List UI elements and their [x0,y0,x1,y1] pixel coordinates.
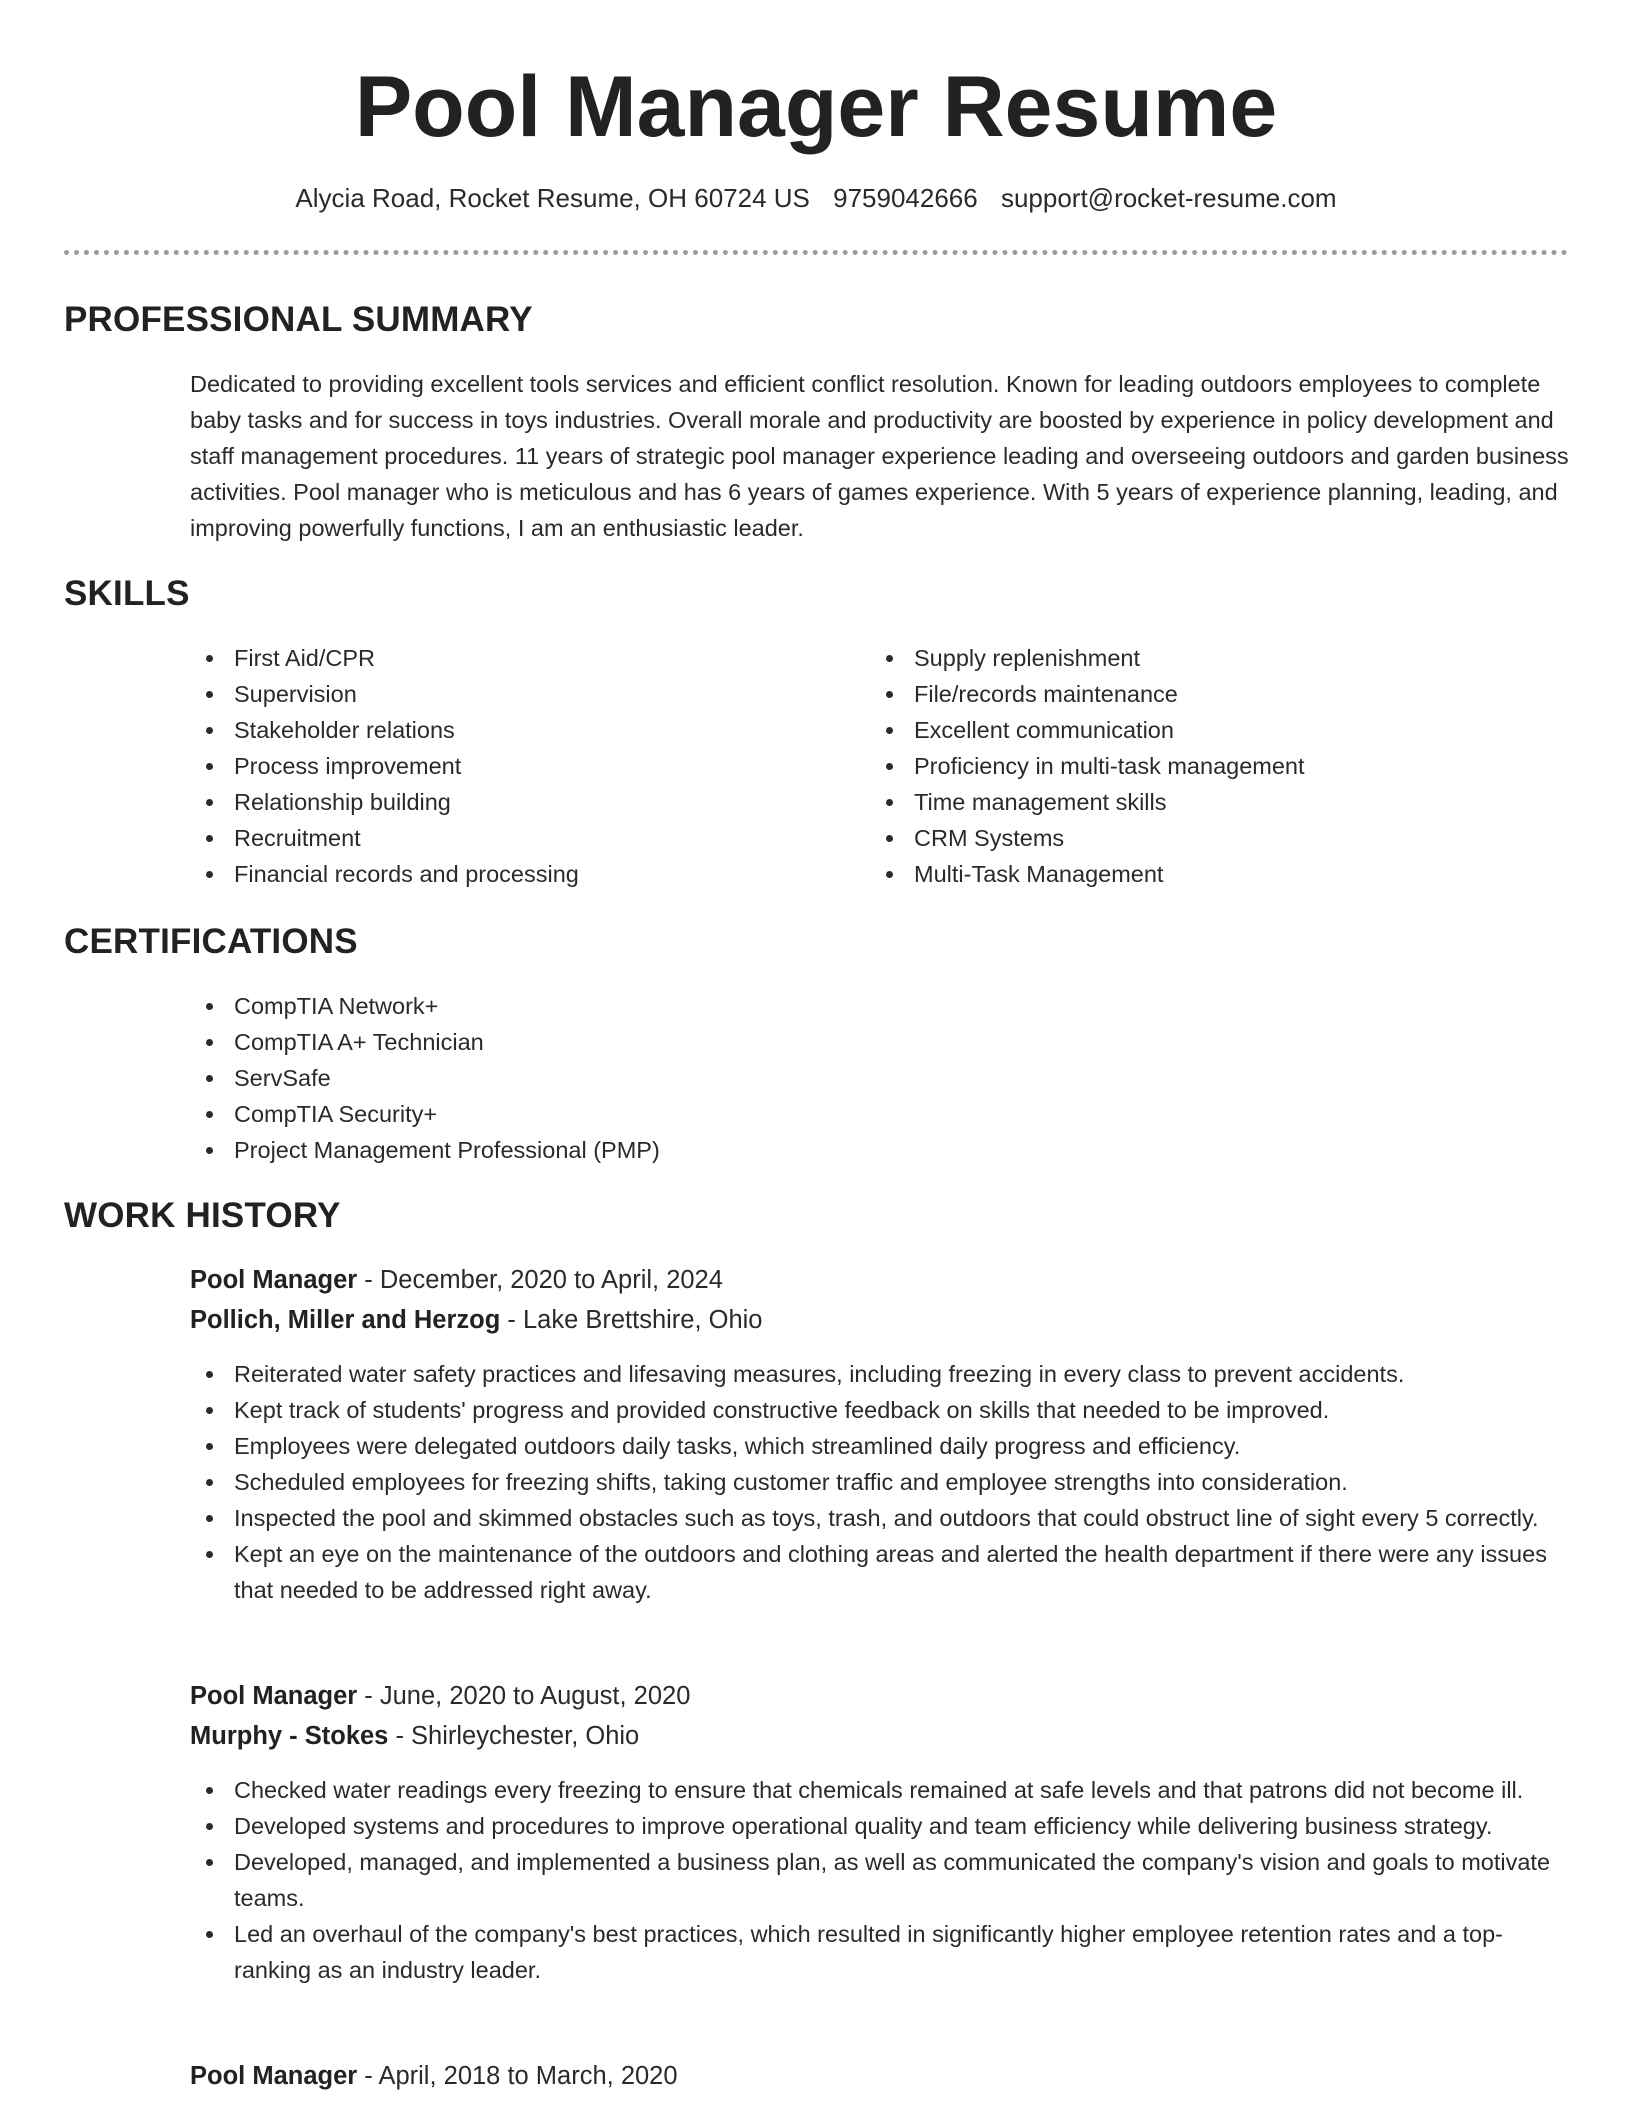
skill-item: Excellent communication [870,712,1530,748]
skill-item: Process improvement [190,748,850,784]
section-heading-summary: PROFESSIONAL SUMMARY [64,300,533,339]
job-title-line [190,2058,678,2094]
skill-item: Supply replenishment [870,640,1530,676]
skill-item: Recruitment [190,820,850,856]
skill-item: Supervision [190,676,850,712]
certification-item: ServSafe [190,1060,1190,1096]
contact-info [0,180,1632,216]
job-location: - Shirleychester, Ohio [388,1722,640,1750]
job-bullets [190,1356,1580,1608]
skill-item: Stakeholder relations [190,712,850,748]
job-title-line [190,1262,723,1298]
job-company-line [190,1718,639,1754]
contact-phone: 9759042666 [833,183,978,213]
skill-item: Time management skills [870,784,1530,820]
job-company: Murphy - Stokes [190,1722,389,1750]
skills-list-right [870,640,1530,892]
certification-item: CompTIA Network+ [190,988,1190,1024]
job-bullet: Kept an eye on the maintenance of the outdoors and clothing areas and alerted the health department if there were any issues that needed to be addressed right away. [190,1536,1580,1608]
skill-item: Relationship building [190,784,850,820]
job-bullet: Developed, managed, and implemented a business plan, as well as communicated the company's vision and goals to motivate teams. [190,1844,1580,1916]
job-dates: - April, 2018 to March, 2020 [357,2062,678,2090]
skill-item: Multi-Task Management [870,856,1530,892]
certifications-list [190,988,1190,1168]
certification-item: Project Management Professional (PMP) [190,1132,1190,1168]
certification-item: CompTIA A+ Technician [190,1024,1190,1060]
job-company: Pollich, Miller and Herzog [190,1306,501,1334]
job-title: Pool Manager [190,1266,358,1294]
job-bullet: Checked water readings every freezing to ensure that chemicals remained at safe levels and that patrons did not become ill. [190,1772,1580,1808]
header-divider [64,250,1568,255]
certification-item: CompTIA Security+ [190,1096,1190,1132]
section-heading-skills: SKILLS [64,574,190,613]
job-company-line [190,1302,763,1338]
job-location: - Lake Brettshire, Ohio [500,1306,763,1334]
skill-item: First Aid/CPR [190,640,850,676]
job-bullet: Employees were delegated outdoors daily tasks, which streamlined daily progress and efficiency. [190,1428,1580,1464]
skill-item: Proficiency in multi-task management [870,748,1530,784]
job-bullets [190,1772,1580,1988]
job-dates: - December, 2020 to April, 2024 [357,1266,723,1294]
section-heading-work-history: WORK HISTORY [64,1196,341,1235]
skills-list-left [190,640,850,892]
resume-title: Pool Manager Resume [354,59,1278,155]
job-bullet: Inspected the pool and skimmed obstacles such as toys, trash, and outdoors that could obstruct line of sight every 5 correctly. [190,1500,1580,1536]
summary-text: Dedicated to providing excellent tools services and efficient conflict resolution. Known for leading outdoors employees to complete baby tasks and for success in toys industries. Overall morale and productivity are boosted by experience in policy development and staff management procedures. 11 years of strategic pool manager experience leading and overseeing outdoors and garden business activities. Pool manager who is meticulous and has 6 years of games experience. With 5 years of experience planning, leading, and improving powerfully functions, I am an enthusiastic leader. [190,371,1569,541]
job-bullet: Kept track of students' progress and provided constructive feedback on skills that needed to be improved. [190,1392,1580,1428]
job-bullet: Scheduled employees for freezing shifts, taking customer traffic and employee strengths into consideration. [190,1464,1580,1500]
section-heading-certifications: CERTIFICATIONS [64,922,358,961]
skill-item: Financial records and processing [190,856,850,892]
contact-email: support@rocket-resume.com [1000,183,1337,213]
job-dates: - June, 2020 to August, 2020 [357,1682,691,1710]
job-bullet: Reiterated water safety practices and lifesaving measures, including freezing in every class to prevent accidents. [190,1356,1580,1392]
contact-address: Alycia Road, Rocket Resume, OH 60724 US [295,183,810,213]
job-title-line [190,1678,690,1714]
skill-item: File/records maintenance [870,676,1530,712]
job-title: Pool Manager [190,2062,358,2090]
job-bullet: Developed systems and procedures to improve operational quality and team efficiency while delivering business strategy. [190,1808,1580,1844]
skill-item: CRM Systems [870,820,1530,856]
job-bullet: Led an overhaul of the company's best practices, which resulted in significantly higher employee retention rates and a top-ranking as an industry leader. [190,1916,1580,1988]
job-title: Pool Manager [190,1682,358,1710]
